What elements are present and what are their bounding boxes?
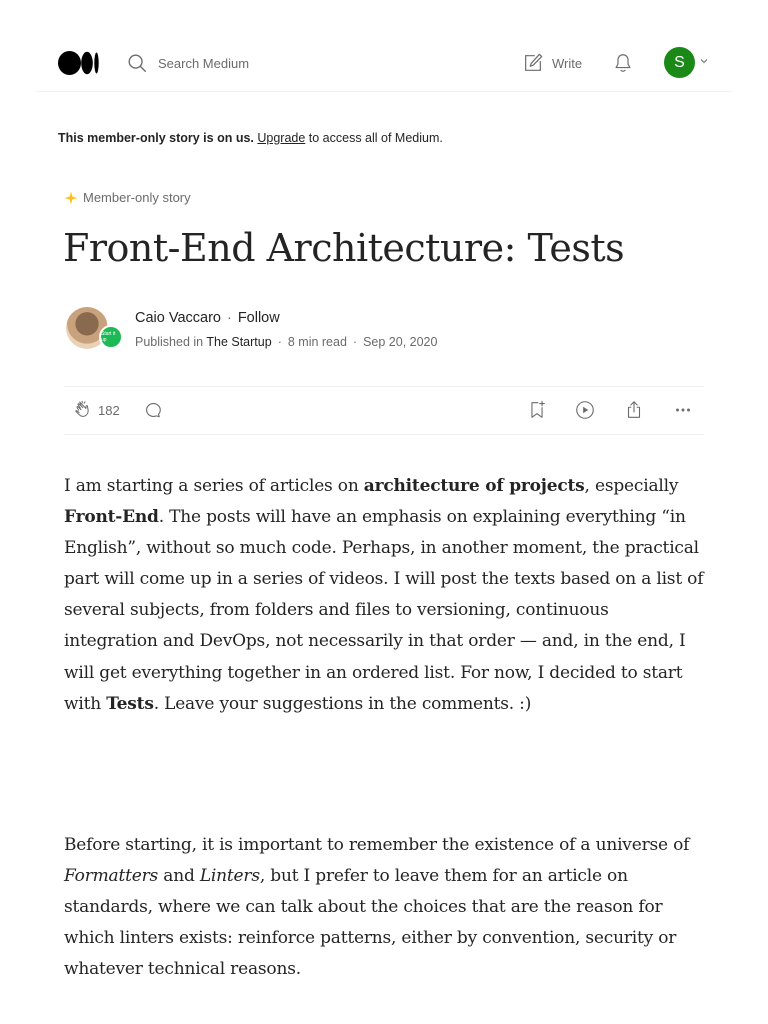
chevron-down-icon[interactable]: [700, 57, 708, 65]
search-input[interactable]: Search Medium: [158, 55, 250, 71]
article-paragraph-1: [64, 471, 706, 720]
bold-text: Tests: [106, 693, 154, 714]
article-action-bar: [64, 386, 704, 435]
publication-link[interactable]: The Startup: [206, 335, 272, 349]
search-icon: [126, 52, 148, 74]
text-run: and: [158, 866, 200, 887]
member-only-badge: [64, 190, 191, 205]
article-paragraph-2: [64, 830, 706, 985]
more-button[interactable]: [672, 399, 694, 421]
published-in-label: Published in: [135, 335, 204, 349]
user-avatar[interactable]: S: [664, 47, 695, 78]
clap-button[interactable]: [72, 399, 120, 421]
article-title: Front-End Architecture: Tests: [63, 226, 625, 270]
share-button[interactable]: [623, 399, 645, 421]
bell-icon[interactable]: [612, 52, 634, 74]
comment-icon: [142, 399, 164, 421]
meta-line: [135, 335, 437, 349]
notice-prefix: This member-only story is on us.: [58, 131, 254, 145]
bold-text: architecture of projects: [363, 476, 585, 496]
more-icon: [672, 399, 694, 421]
write-icon: [522, 52, 544, 74]
separator-dot: ·: [277, 335, 282, 349]
notice-suffix: to access all of Medium.: [305, 131, 443, 145]
star-icon: [64, 191, 78, 205]
listen-button[interactable]: [574, 399, 596, 421]
separator-dot: ·: [352, 335, 358, 349]
share-icon: [623, 399, 645, 421]
top-navigation: [36, 0, 732, 92]
comment-button[interactable]: [142, 399, 164, 421]
read-time: 8 min read: [287, 335, 347, 349]
bold-text: Front-End: [64, 507, 159, 528]
upgrade-link[interactable]: Upgrade: [257, 131, 306, 145]
author-line: [135, 310, 280, 326]
clap-icon: [72, 399, 94, 421]
text-run: , but I prefer to leave them for an article on standards, where we can talk about the choices that are the reason for which linters exists: reinforce patterns, either by convention, security or whatever technical reasons.: [64, 866, 677, 980]
write-button[interactable]: [522, 52, 582, 74]
search-box[interactable]: [126, 51, 249, 75]
medium-logo-icon[interactable]: [58, 51, 100, 75]
text-run: I am starting a series of articles on: [64, 476, 364, 496]
publish-date: Sep 20, 2020: [363, 335, 438, 349]
bookmark-icon: [526, 399, 548, 421]
text-run: Before starting, it is important to remember the existence of a universe of: [64, 835, 690, 855]
publication-avatar[interactable]: [99, 325, 123, 349]
publication-avatar-text: Start it up: [101, 331, 116, 343]
play-icon: [574, 399, 596, 421]
italic-text: Linters: [199, 866, 260, 887]
text-run: . The posts will have an emphasis on explaining everything “in English”, without so much code. Perhaps, in another moment, the practical part will come up in a series of videos. I will post the texts based on a list of several subjects, from folders and files to versioning, continuous integration and DevOps, not necessarily in that order — and, in the end, I will get everything together in an ordered list. For now, I decided to start with: [64, 507, 704, 714]
text-run: , especially: [584, 476, 679, 496]
author-name[interactable]: Caio Vaccaro: [135, 310, 221, 326]
member-only-label: Member-only story: [83, 190, 191, 205]
bookmark-button[interactable]: [526, 399, 548, 421]
italic-text: Formatters: [64, 866, 159, 887]
follow-button[interactable]: Follow: [237, 310, 280, 326]
write-label: Write: [552, 55, 583, 71]
separator-dot: ·: [226, 310, 232, 326]
text-run: . Leave your suggestions in the comments. :): [153, 693, 532, 714]
clap-count: 182: [98, 402, 120, 418]
member-notice: [58, 131, 443, 145]
